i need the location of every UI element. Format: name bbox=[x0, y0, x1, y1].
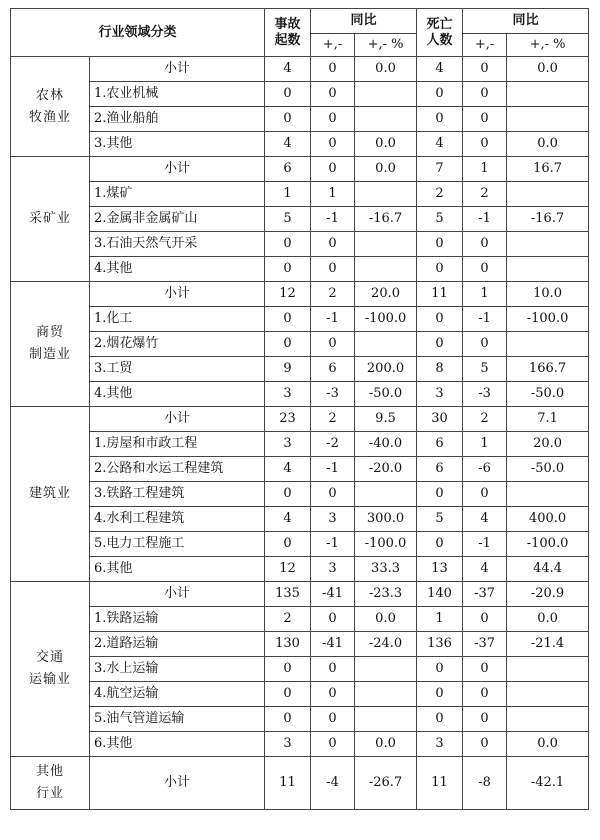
deaths-count-cell: 0 bbox=[417, 257, 463, 282]
accidents-header bbox=[265, 9, 311, 57]
item-cell: 3.工贸 bbox=[90, 357, 265, 382]
category-label: 制造业 bbox=[28, 347, 71, 362]
deaths-count-cell: 6 bbox=[417, 457, 463, 482]
deaths-count-cell: 8 bbox=[417, 357, 463, 382]
accidents-change-pct-cell bbox=[355, 332, 417, 357]
item-cell: 2.烟花爆竹 bbox=[90, 332, 265, 357]
accidents-change-pct-cell: 0.0 bbox=[355, 732, 417, 757]
accidents-change-pct-cell: -24.0 bbox=[355, 632, 417, 657]
deaths-count-cell: 2 bbox=[417, 182, 463, 207]
deaths-change-pct-cell: 20.0 bbox=[507, 432, 589, 457]
table-row bbox=[11, 607, 589, 632]
accidents-change-cell: 0 bbox=[311, 257, 355, 282]
deaths-change-pct-cell: 10.0 bbox=[507, 282, 589, 307]
deaths-change-cell: -37 bbox=[463, 632, 507, 657]
table-row bbox=[11, 357, 589, 382]
deaths-change-pct-cell bbox=[507, 232, 589, 257]
accidents-count-cell: 12 bbox=[265, 282, 311, 307]
deaths-change-pct-cell bbox=[507, 482, 589, 507]
accidents-change-cell: -1 bbox=[311, 457, 355, 482]
item-cell: 小计 bbox=[90, 57, 265, 82]
accidents-header-line2: 起数 bbox=[274, 32, 301, 48]
accidents-change-pct-cell: 9.5 bbox=[355, 407, 417, 432]
deaths-change-cell: 4 bbox=[463, 507, 507, 532]
deaths-change-pct-cell: 44.4 bbox=[507, 557, 589, 582]
deaths-count-cell: 0 bbox=[417, 332, 463, 357]
accidents-change-cell: 0 bbox=[311, 157, 355, 182]
accidents-count-cell: 0 bbox=[265, 82, 311, 107]
category-cell bbox=[11, 57, 90, 157]
accidents-change-pct-cell: -26.7 bbox=[355, 757, 417, 810]
accident-statistics-table bbox=[10, 8, 589, 810]
item-cell: 小计 bbox=[90, 157, 265, 182]
subtotal-row bbox=[11, 157, 589, 182]
deaths-count-cell: 13 bbox=[417, 557, 463, 582]
category-cell bbox=[11, 582, 90, 757]
deaths-change-pct-cell: 0.0 bbox=[507, 57, 589, 82]
accidents-change-pct-cell bbox=[355, 657, 417, 682]
table-row bbox=[11, 207, 589, 232]
accidents-change-pct-cell: 0.0 bbox=[355, 607, 417, 632]
deaths-count-cell: 30 bbox=[417, 407, 463, 432]
item-cell: 4.航空运输 bbox=[90, 682, 265, 707]
accidents-change-pct-cell: 300.0 bbox=[355, 507, 417, 532]
accidents-count-cell: 3 bbox=[265, 432, 311, 457]
item-cell: 小计 bbox=[90, 757, 265, 810]
deaths-yoy-header: 同比 bbox=[463, 9, 589, 34]
category-label: 商贸 bbox=[35, 325, 64, 340]
deaths-count-cell: 5 bbox=[417, 207, 463, 232]
deaths-change-pct-cell: 400.0 bbox=[507, 507, 589, 532]
item-cell: 6.其他 bbox=[90, 732, 265, 757]
accidents-change-cell: -3 bbox=[311, 382, 355, 407]
accidents-change-pct-cell bbox=[355, 82, 417, 107]
deaths-change-cell: 0 bbox=[463, 107, 507, 132]
accidents-change-cell: -4 bbox=[311, 757, 355, 810]
item-cell: 1.铁路运输 bbox=[90, 607, 265, 632]
table-row bbox=[11, 532, 589, 557]
accidents-change-pct-cell: -100.0 bbox=[355, 532, 417, 557]
deaths-count-cell: 0 bbox=[417, 682, 463, 707]
table-row bbox=[11, 682, 589, 707]
deaths-change-cell: 0 bbox=[463, 607, 507, 632]
accidents-count-cell: 4 bbox=[265, 57, 311, 82]
table-row bbox=[11, 457, 589, 482]
deaths-change-pct-cell bbox=[507, 657, 589, 682]
item-cell: 5.油气管道运输 bbox=[90, 707, 265, 732]
accidents-change-cell: 0 bbox=[311, 57, 355, 82]
deaths-change-pct-cell: 0.0 bbox=[507, 132, 589, 157]
accidents-change-pct-cell: -23.3 bbox=[355, 582, 417, 607]
accidents-change-cell: -1 bbox=[311, 207, 355, 232]
accidents-change-cell: 2 bbox=[311, 282, 355, 307]
deaths-change-cell: 2 bbox=[463, 182, 507, 207]
item-cell: 3.水上运输 bbox=[90, 657, 265, 682]
deaths-change-cell: 0 bbox=[463, 232, 507, 257]
deaths-change-cell: -8 bbox=[463, 757, 507, 810]
table-row bbox=[11, 332, 589, 357]
item-cell: 小计 bbox=[90, 407, 265, 432]
item-cell: 2.道路运输 bbox=[90, 632, 265, 657]
table-row bbox=[11, 132, 589, 157]
category-label: 采矿业 bbox=[28, 211, 71, 226]
category-label: 交通 bbox=[35, 650, 64, 665]
accidents-change-cell: 0 bbox=[311, 732, 355, 757]
accidents-change-pct-cell bbox=[355, 482, 417, 507]
deaths-change-pct-cell bbox=[507, 257, 589, 282]
item-cell: 1.农业机械 bbox=[90, 82, 265, 107]
category-cell bbox=[11, 407, 90, 582]
accidents-change-pct-cell bbox=[355, 682, 417, 707]
accidents-count-cell: 4 bbox=[265, 457, 311, 482]
deaths-count-cell: 6 bbox=[417, 432, 463, 457]
table-row bbox=[11, 232, 589, 257]
accidents-count-cell: 0 bbox=[265, 257, 311, 282]
accidents-change-cell: -2 bbox=[311, 432, 355, 457]
category-label: 建筑业 bbox=[28, 486, 71, 501]
deaths-change-cell: 5 bbox=[463, 357, 507, 382]
deaths-change-pct-cell bbox=[507, 182, 589, 207]
table-row bbox=[11, 307, 589, 332]
deaths-change-cell: 0 bbox=[463, 482, 507, 507]
deaths-count-cell: 0 bbox=[417, 707, 463, 732]
table-row bbox=[11, 257, 589, 282]
category-label: 牧渔业 bbox=[28, 109, 71, 125]
subtotal-row bbox=[11, 407, 589, 432]
accidents-change-cell: 1 bbox=[311, 182, 355, 207]
item-cell: 小计 bbox=[90, 582, 265, 607]
deaths-change-pct-cell: -100.0 bbox=[507, 307, 589, 332]
item-cell: 4.其他 bbox=[90, 382, 265, 407]
table-row bbox=[11, 632, 589, 657]
subtotal-row bbox=[11, 282, 589, 307]
table-row bbox=[11, 432, 589, 457]
deaths-change-pct-cell: -50.0 bbox=[507, 457, 589, 482]
accidents-change-pct-cell bbox=[355, 232, 417, 257]
deaths-change-cell: 0 bbox=[463, 57, 507, 82]
deaths-change-cell: -1 bbox=[463, 307, 507, 332]
accidents-change-cell: 6 bbox=[311, 357, 355, 382]
accidents-change-pct-cell: 0.0 bbox=[355, 57, 417, 82]
accidents-change-pct-cell bbox=[355, 107, 417, 132]
deaths-change-cell: 0 bbox=[463, 732, 507, 757]
deaths-change-pct-cell: -100.0 bbox=[507, 532, 589, 557]
accidents-count-cell: 0 bbox=[265, 232, 311, 257]
category-cell bbox=[11, 157, 90, 282]
accidents-change-cell: -1 bbox=[311, 307, 355, 332]
deaths-change-cell: 0 bbox=[463, 332, 507, 357]
deaths-count-cell: 136 bbox=[417, 632, 463, 657]
deaths-change-pct-cell: -21.4 bbox=[507, 632, 589, 657]
item-cell: 2.金属非金属矿山 bbox=[90, 207, 265, 232]
deaths-change-cell: 2 bbox=[463, 407, 507, 432]
category-cell bbox=[11, 757, 90, 810]
deaths-change-cell: 0 bbox=[463, 132, 507, 157]
deaths-count-cell: 0 bbox=[417, 82, 463, 107]
deaths-header bbox=[417, 9, 463, 57]
accidents-count-cell: 0 bbox=[265, 107, 311, 132]
deaths-change-pct-cell bbox=[507, 682, 589, 707]
item-cell: 3.其他 bbox=[90, 132, 265, 157]
deaths-count-cell: 4 bbox=[417, 132, 463, 157]
deaths-count-cell: 3 bbox=[417, 382, 463, 407]
accidents-change-pct-cell: -40.0 bbox=[355, 432, 417, 457]
item-cell: 1.煤矿 bbox=[90, 182, 265, 207]
accidents-change-pct-cell: 20.0 bbox=[355, 282, 417, 307]
accidents-count-cell: 0 bbox=[265, 332, 311, 357]
deaths-change-pct-header: +,- % bbox=[507, 34, 589, 57]
item-cell: 1.房屋和市政工程 bbox=[90, 432, 265, 457]
deaths-change-pct-cell: 0.0 bbox=[507, 732, 589, 757]
accidents-change-cell: 0 bbox=[311, 232, 355, 257]
accidents-count-cell: 11 bbox=[265, 757, 311, 810]
deaths-change-pct-cell: 16.7 bbox=[507, 157, 589, 182]
accidents-count-cell: 0 bbox=[265, 482, 311, 507]
accidents-change-pct-cell: -20.0 bbox=[355, 457, 417, 482]
accidents-count-cell: 3 bbox=[265, 732, 311, 757]
accidents-count-cell: 3 bbox=[265, 382, 311, 407]
deaths-change-cell: 1 bbox=[463, 432, 507, 457]
table-row bbox=[11, 732, 589, 757]
item-cell: 4.其他 bbox=[90, 257, 265, 282]
table-row bbox=[11, 657, 589, 682]
deaths-change-pct-cell: 7.1 bbox=[507, 407, 589, 432]
accidents-change-cell: 2 bbox=[311, 407, 355, 432]
deaths-header-line1: 死亡 bbox=[426, 16, 453, 32]
table-row bbox=[11, 382, 589, 407]
accidents-change-pct-cell bbox=[355, 257, 417, 282]
deaths-count-cell: 11 bbox=[417, 757, 463, 810]
deaths-change-pct-cell bbox=[507, 332, 589, 357]
accidents-count-cell: 0 bbox=[265, 307, 311, 332]
item-cell: 3.铁路工程建筑 bbox=[90, 482, 265, 507]
deaths-change-header: +,- bbox=[463, 34, 507, 57]
deaths-change-pct-cell: 166.7 bbox=[507, 357, 589, 382]
accidents-change-pct-cell: -16.7 bbox=[355, 207, 417, 232]
accidents-change-pct-cell bbox=[355, 182, 417, 207]
accidents-change-pct-cell bbox=[355, 707, 417, 732]
deaths-change-cell: 1 bbox=[463, 282, 507, 307]
deaths-change-cell: -3 bbox=[463, 382, 507, 407]
accidents-change-cell: -41 bbox=[311, 582, 355, 607]
accidents-count-cell: 4 bbox=[265, 507, 311, 532]
item-cell: 4.水利工程建筑 bbox=[90, 507, 265, 532]
category-label: 其他 bbox=[35, 764, 64, 779]
deaths-change-pct-cell: -16.7 bbox=[507, 207, 589, 232]
deaths-change-cell: 0 bbox=[463, 682, 507, 707]
deaths-change-pct-cell bbox=[507, 107, 589, 132]
category-cell bbox=[11, 282, 90, 407]
accidents-change-cell: 3 bbox=[311, 507, 355, 532]
category-label: 运输业 bbox=[28, 672, 71, 687]
deaths-change-cell: 1 bbox=[463, 157, 507, 182]
accidents-count-cell: 2 bbox=[265, 607, 311, 632]
accidents-change-cell: 0 bbox=[311, 332, 355, 357]
subtotal-row bbox=[11, 57, 589, 82]
accidents-change-cell: 0 bbox=[311, 82, 355, 107]
accidents-change-cell: 0 bbox=[311, 657, 355, 682]
table-row bbox=[11, 182, 589, 207]
deaths-header-line2: 人数 bbox=[426, 32, 453, 48]
accidents-change-cell: 0 bbox=[311, 707, 355, 732]
table-row bbox=[11, 557, 589, 582]
subtotal-row bbox=[11, 582, 589, 607]
item-cell: 3.石油天然气开采 bbox=[90, 232, 265, 257]
deaths-count-cell: 7 bbox=[417, 157, 463, 182]
deaths-change-pct-cell: 0.0 bbox=[507, 607, 589, 632]
deaths-count-cell: 0 bbox=[417, 657, 463, 682]
deaths-change-cell: 0 bbox=[463, 82, 507, 107]
item-cell: 小计 bbox=[90, 282, 265, 307]
accidents-change-header: +,- bbox=[311, 34, 355, 57]
table-row bbox=[11, 107, 589, 132]
item-cell: 6.其他 bbox=[90, 557, 265, 582]
deaths-count-cell: 4 bbox=[417, 57, 463, 82]
accidents-count-cell: 130 bbox=[265, 632, 311, 657]
deaths-change-cell: 0 bbox=[463, 657, 507, 682]
deaths-change-cell: -37 bbox=[463, 582, 507, 607]
accidents-change-pct-cell: 0.0 bbox=[355, 132, 417, 157]
deaths-count-cell: 1 bbox=[417, 607, 463, 632]
deaths-change-pct-cell bbox=[507, 707, 589, 732]
accidents-change-pct-header: +,- % bbox=[355, 34, 417, 57]
accidents-change-pct-cell: 33.3 bbox=[355, 557, 417, 582]
accidents-change-cell: 0 bbox=[311, 482, 355, 507]
accidents-count-cell: 0 bbox=[265, 707, 311, 732]
deaths-change-cell: 0 bbox=[463, 257, 507, 282]
deaths-change-cell: -1 bbox=[463, 207, 507, 232]
accidents-change-pct-cell: -100.0 bbox=[355, 307, 417, 332]
accidents-count-cell: 0 bbox=[265, 532, 311, 557]
header-row bbox=[11, 9, 589, 34]
accidents-count-cell: 5 bbox=[265, 207, 311, 232]
table-row bbox=[11, 82, 589, 107]
accidents-count-cell: 4 bbox=[265, 132, 311, 157]
accidents-count-cell: 23 bbox=[265, 407, 311, 432]
deaths-count-cell: 5 bbox=[417, 507, 463, 532]
accidents-change-cell: 0 bbox=[311, 107, 355, 132]
accidents-header-line1: 事故 bbox=[274, 16, 301, 32]
table-body bbox=[11, 57, 589, 810]
accidents-change-pct-cell: 0.0 bbox=[355, 157, 417, 182]
deaths-change-cell: 4 bbox=[463, 557, 507, 582]
accidents-count-cell: 0 bbox=[265, 682, 311, 707]
accidents-yoy-header: 同比 bbox=[311, 9, 417, 34]
accidents-count-cell: 12 bbox=[265, 557, 311, 582]
category-label: 农林 bbox=[35, 87, 64, 103]
accidents-count-cell: 135 bbox=[265, 582, 311, 607]
deaths-change-pct-cell: -50.0 bbox=[507, 382, 589, 407]
deaths-count-cell: 0 bbox=[417, 307, 463, 332]
category-header: 行业领域分类 bbox=[11, 9, 265, 57]
item-cell: 2.公路和水运工程建筑 bbox=[90, 457, 265, 482]
deaths-count-cell: 0 bbox=[417, 107, 463, 132]
table-row bbox=[11, 507, 589, 532]
deaths-count-cell: 0 bbox=[417, 532, 463, 557]
accidents-change-cell: 0 bbox=[311, 682, 355, 707]
item-cell: 5.电力工程施工 bbox=[90, 532, 265, 557]
deaths-change-cell: -6 bbox=[463, 457, 507, 482]
accidents-change-cell: 0 bbox=[311, 132, 355, 157]
deaths-count-cell: 3 bbox=[417, 732, 463, 757]
accidents-change-cell: 3 bbox=[311, 557, 355, 582]
deaths-count-cell: 0 bbox=[417, 232, 463, 257]
accidents-change-cell: -1 bbox=[311, 532, 355, 557]
table-row bbox=[11, 482, 589, 507]
deaths-change-cell: 0 bbox=[463, 707, 507, 732]
accidents-change-cell: 0 bbox=[311, 607, 355, 632]
subtotal-row bbox=[11, 757, 589, 810]
deaths-change-pct-cell: -20.9 bbox=[507, 582, 589, 607]
accidents-change-cell: -41 bbox=[311, 632, 355, 657]
accidents-count-cell: 9 bbox=[265, 357, 311, 382]
accidents-count-cell: 1 bbox=[265, 182, 311, 207]
deaths-change-pct-cell: -42.1 bbox=[507, 757, 589, 810]
accidents-count-cell: 6 bbox=[265, 157, 311, 182]
accidents-count-cell: 0 bbox=[265, 657, 311, 682]
deaths-change-cell: -1 bbox=[463, 532, 507, 557]
accidents-change-pct-cell: -50.0 bbox=[355, 382, 417, 407]
accidents-change-pct-cell: 200.0 bbox=[355, 357, 417, 382]
category-label: 行业 bbox=[35, 786, 64, 801]
deaths-count-cell: 140 bbox=[417, 582, 463, 607]
table-row bbox=[11, 707, 589, 732]
item-cell: 2.渔业船舶 bbox=[90, 107, 265, 132]
deaths-change-pct-cell bbox=[507, 82, 589, 107]
deaths-count-cell: 0 bbox=[417, 482, 463, 507]
deaths-count-cell: 11 bbox=[417, 282, 463, 307]
item-cell: 1.化工 bbox=[90, 307, 265, 332]
